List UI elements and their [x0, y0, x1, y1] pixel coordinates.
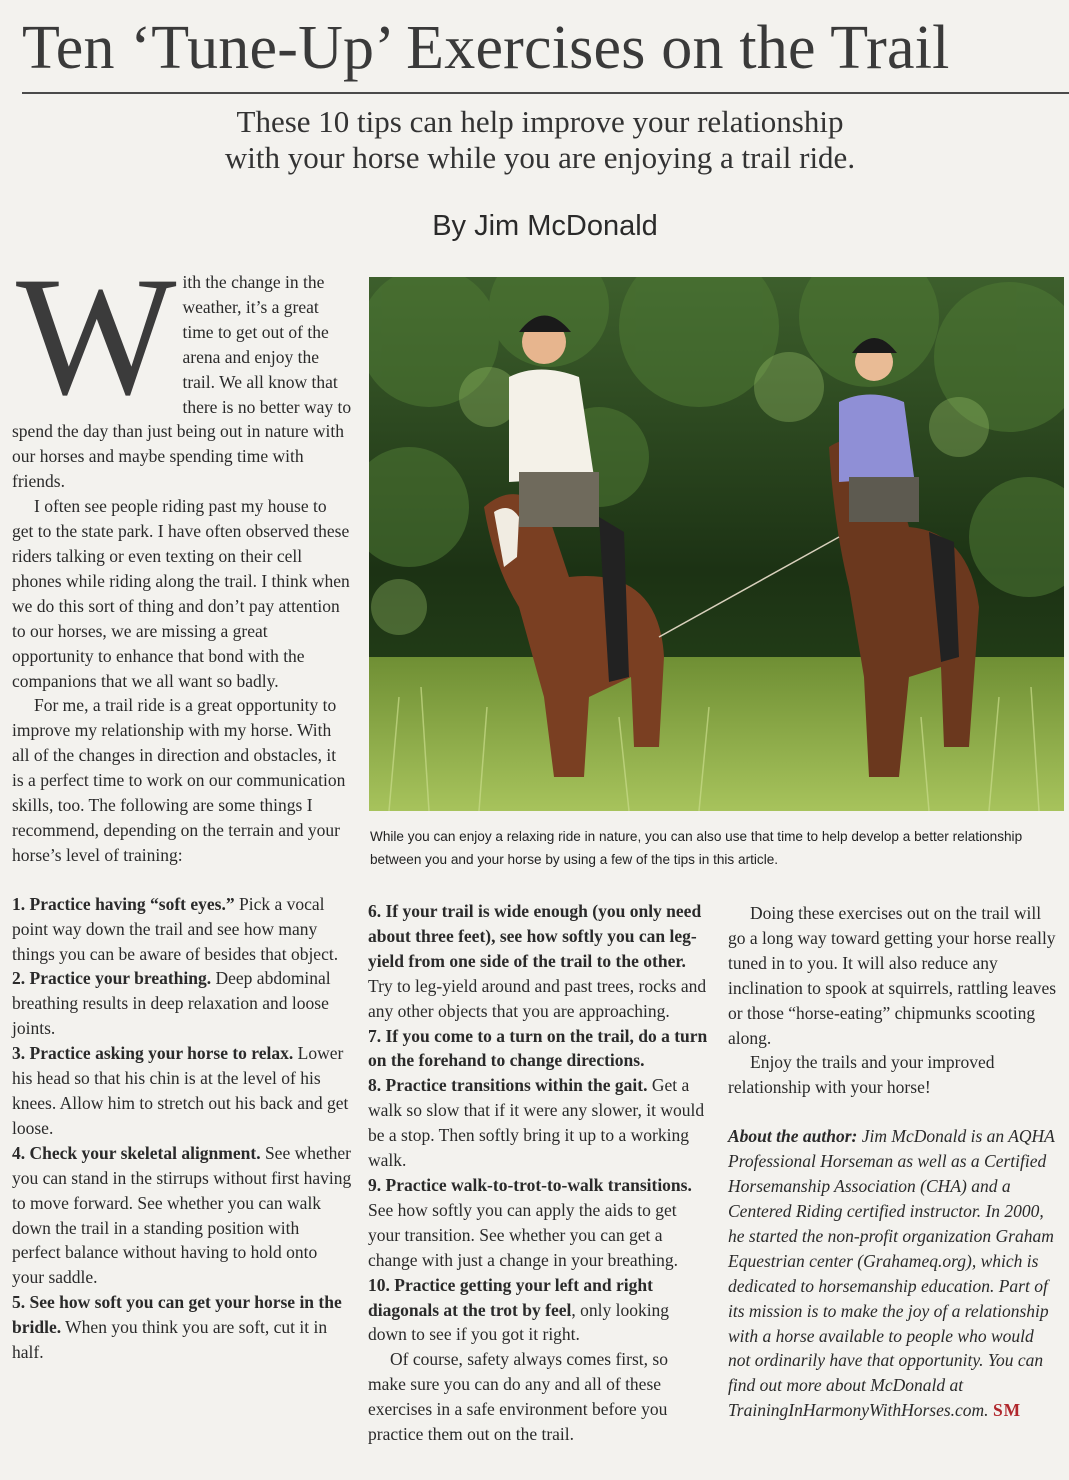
intro-paragraph-3: For me, a trail ride is a great opportunity to improve my relationship with my horse. With all of the changes in direction and obstacles, it is a perfect time to work on our communication skills, too. The following are some things I recommend, depending on the terrain and your horse’s level of training: — [12, 695, 346, 865]
tip-8-heading: 8. Practice transitions within the gait. — [368, 1075, 648, 1096]
tip-1-body: Pick a vocal point way down the trail and see how many things you can be aware of besides that object. — [12, 893, 339, 964]
tip-10-heading: 10. Practice getting your left and right diagonals at the trot by feel — [368, 1274, 653, 1320]
intro-paragraph-2: I often see people riding past my house to get to the state park. I have often observed these riders talking or even texting on their cell phones while riding along the trail. I think when we do this sort of thing and don’t pay attention to our horses, we are missing a great opportunity to enhance that bond with the companions that we all want so badly. — [12, 496, 350, 691]
tip-9-heading: 9. Practice walk-to-trot-to-walk transitions. — [368, 1174, 692, 1195]
paragraph-gap — [12, 868, 352, 892]
column-1 — [12, 242, 352, 1365]
column-3 — [728, 901, 1058, 1423]
tip-10 — [368, 1273, 708, 1348]
tip-3-body: Lower his head so that his chin is at the level of his knees. Allow him to stretch out his back and get loose. — [12, 1043, 349, 1138]
tip-9-body: See how softly you can apply the aids to get your transition. See whether you can get a change with just a change in your breathing. — [368, 1199, 679, 1270]
tip-3-heading: 3. Practice asking your horse to relax. — [12, 1043, 294, 1064]
tip-4-heading: 4. Check your skeletal alignment. — [12, 1142, 261, 1163]
title-rule — [22, 92, 1069, 94]
riders-illustration — [369, 277, 1064, 811]
photo-caption: While you can enjoy a relaxing ride in nature, you can also use that time to help develop a better relationship between you and your horse by using a few of the tips in this article. — [370, 829, 1023, 867]
tip-5-body: When you think you are soft, cut it in half. — [12, 1317, 328, 1363]
tip-10-body: , only looking down to see if you got it right. — [368, 1299, 670, 1345]
article-title: Ten ‘Tune-Up’ Exercises on the Trail — [22, 14, 950, 82]
column-2 — [368, 899, 708, 1447]
subtitle-line-1: These 10 tips can help improve your relationship — [236, 104, 844, 139]
doing-paragraph: Doing these exercises out on the trail will go a long way toward getting your horse really tuned in to you. It will also reduce any inclination to spook at squirrels, rattling leaves or those “horse-eating” chipmunks scooting along. — [728, 903, 1057, 1048]
tip-1 — [12, 892, 352, 967]
about-text: Jim McDonald is an AQHA Professional Horseman as well as a Certified Horsemanship Association (CHA) and a Centered Riding certified instructor. In 2000, he started the non-profit organization Graham Equestrian center (Grahameq.org), which is dedicated to horsemanship education. Part of its mission is to make the joy of a relationship with a horse available to people who would not ordinarily have that opportunity. You can find out more about McDonald at TrainingInHarmonyWithHorses.com. — [728, 1126, 1055, 1421]
riders-photo — [369, 277, 1064, 811]
drop-cap: W — [16, 242, 177, 430]
intro-paragraph-1 — [12, 242, 352, 494]
enjoy-paragraph: Enjoy the trails and your improved relationship with your horse! — [728, 1052, 995, 1098]
tip-9 — [368, 1173, 708, 1273]
tip-8-body: Get a walk so slow that if it were any slower, it would be a stop. Then softly bring it up to a working walk. — [368, 1075, 705, 1171]
tip-8 — [368, 1073, 708, 1173]
tip-2 — [12, 966, 352, 1041]
tip-2-body: Deep abdominal breathing results in deep relaxation and loose joints. — [12, 968, 331, 1039]
paragraph-gap — [728, 1100, 1058, 1124]
tip-7 — [368, 1024, 708, 1074]
tip-1-heading: 1. Practice having “soft eyes.” — [12, 893, 235, 914]
tip-4 — [12, 1141, 352, 1290]
about-label: About the author: — [728, 1126, 858, 1147]
tip-3 — [12, 1041, 352, 1141]
byline: By Jim McDonald — [432, 210, 658, 242]
tip-2-heading: 2. Practice your breathing. — [12, 968, 212, 989]
tip-5 — [12, 1290, 352, 1365]
intro-paragraph-1-text: ith the change in the weather, it’s a great time to get out of the arena and enjoy the trail. We all know that there is no better way to spend the day than just being out in nature with our horses and maybe spending time with friends. — [12, 272, 352, 492]
article-subtitle — [100, 104, 980, 176]
safety-paragraph: Of course, safety always comes first, so make sure you can do any and all of these exercises in a safe environment before you practice them out on the trail. — [368, 1349, 668, 1445]
tip-7-heading: 7. If you come to a turn on the trail, do a turn on the forehand to change directions. — [368, 1025, 708, 1071]
tip-4-body: See whether you can stand in the stirrups without first having to move forward. See whether you can walk down the trail in a standing position with perfect balance without having to hold onto your saddle. — [12, 1142, 352, 1288]
tip-5-heading: 5. See how soft you can get your horse in the bridle. — [12, 1292, 342, 1338]
tip-6-heading: 6. If your trail is wide enough (you only need about three feet), see how softly you can leg-yield from one side of the trail to the other. — [368, 901, 702, 971]
subtitle-line-2: with your horse while you are enjoying a trail ride. — [224, 140, 856, 175]
end-mark: SM — [992, 1400, 1022, 1421]
tip-6 — [368, 899, 708, 1024]
tip-6-body: Try to leg-yield around and past trees, rocks and any other objects that you are approaching. — [368, 975, 707, 1021]
about-the-author — [728, 1124, 1058, 1423]
